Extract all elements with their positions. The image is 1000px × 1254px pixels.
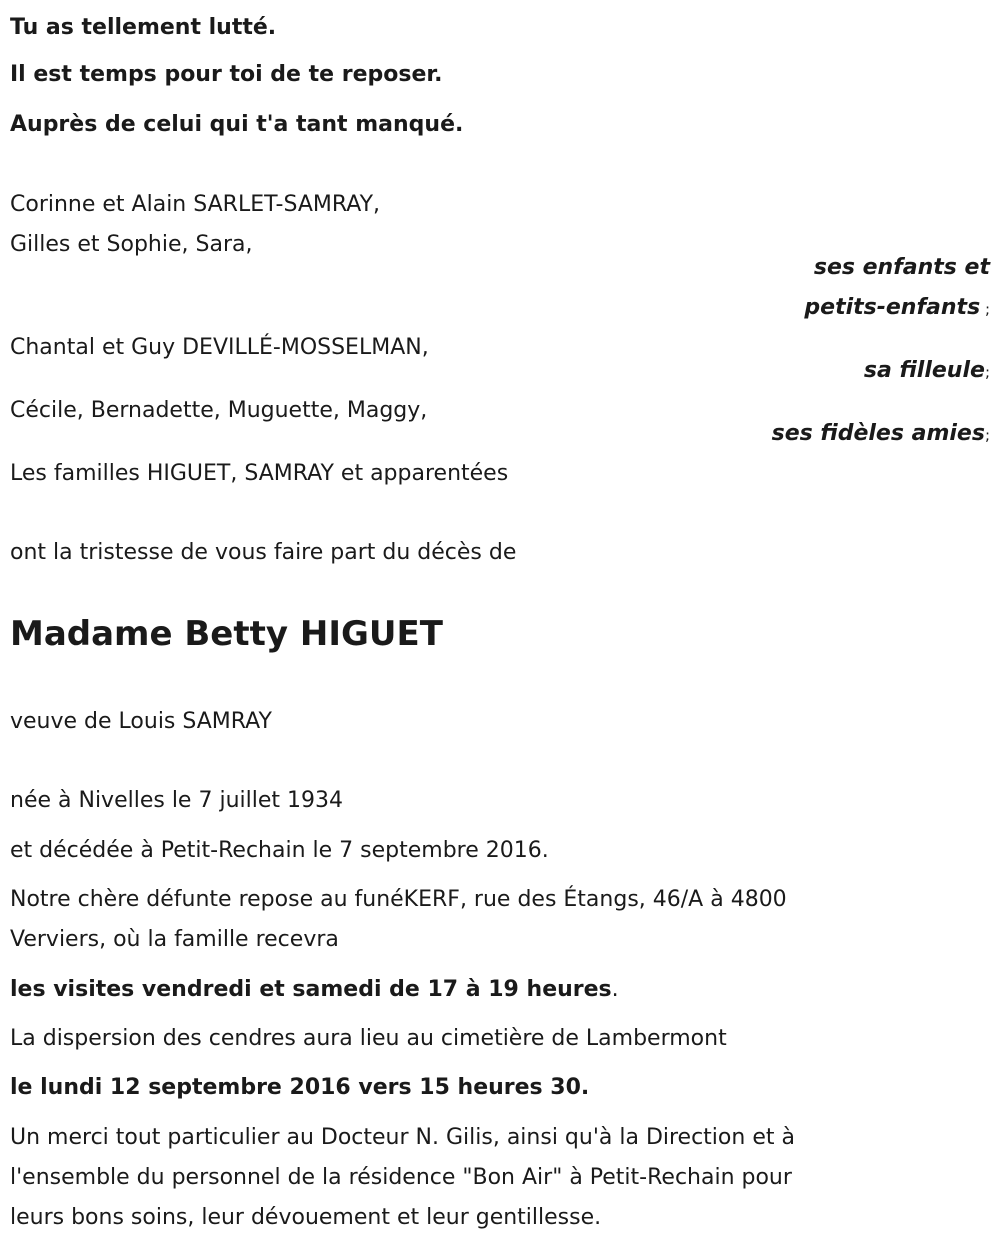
grandchildren-names: Gilles et Sophie, Sara, bbox=[10, 232, 253, 257]
announcement: ont la tristesse de vous faire part du décès de bbox=[10, 540, 517, 565]
friends-role bbox=[772, 419, 990, 450]
thanks-line: Un merci tout particulier au Docteur N. Gilis, ainsi qu'à la Direction et à bbox=[10, 1125, 795, 1150]
deceased-name: Madame Betty HIGUET bbox=[10, 614, 443, 654]
visits bbox=[10, 975, 619, 1005]
goddaughter-names: Chantal et Guy DEVILLÉ-MOSSELMAN, bbox=[10, 335, 429, 360]
widow-of: veuve de Louis SAMRAY bbox=[10, 709, 272, 734]
role-text: sa filleule bbox=[863, 358, 985, 383]
rest-place-line: Notre chère défunte repose au funéKERF, rue des Étangs, 46/A à 4800 bbox=[10, 887, 787, 912]
poem-line: Il est temps pour toi de te reposer. bbox=[10, 62, 443, 87]
poem-line: Tu as tellement lutté. bbox=[10, 15, 277, 40]
children-names: Corinne et Alain SARLET-SAMRAY, bbox=[10, 192, 381, 217]
visits-punct: . bbox=[611, 977, 619, 1002]
visits-text: les visites vendredi et samedi de 17 à 19 heures bbox=[10, 977, 612, 1002]
grandchildren-role bbox=[804, 293, 990, 324]
thanks-line: leurs bons soins, leur dévouement et leur gentillesse. bbox=[10, 1205, 602, 1230]
families: Les familles HIGUET, SAMRAY et apparentées bbox=[10, 461, 509, 486]
friends-names: Cécile, Bernadette, Muguette, Maggy, bbox=[10, 398, 428, 423]
death-info: et décédée à Petit-Rechain le 7 septembre 2016. bbox=[10, 838, 549, 863]
goddaughter-role bbox=[864, 356, 990, 387]
rest-place-line: Verviers, où la famille recevra bbox=[10, 927, 339, 952]
thanks-line: l'ensemble du personnel de la résidence "Bon Air" à Petit-Rechain pour bbox=[10, 1165, 792, 1190]
birth-info: née à Nivelles le 7 juillet 1934 bbox=[10, 788, 343, 813]
role-punct: ; bbox=[984, 426, 990, 444]
role-text: petits-enfants bbox=[804, 295, 981, 320]
role-punct: ; bbox=[980, 300, 990, 318]
dispersion: La dispersion des cendres aura lieu au cimetière de Lambermont bbox=[10, 1026, 727, 1051]
children-role: ses enfants et bbox=[813, 255, 990, 280]
role-punct: ; bbox=[984, 363, 990, 381]
poem-line: Auprès de celui qui t'a tant manqué. bbox=[10, 112, 464, 137]
dispersion-date: le lundi 12 septembre 2016 vers 15 heures 30. bbox=[10, 1075, 590, 1100]
role-text: ses fidèles amies bbox=[771, 421, 985, 446]
